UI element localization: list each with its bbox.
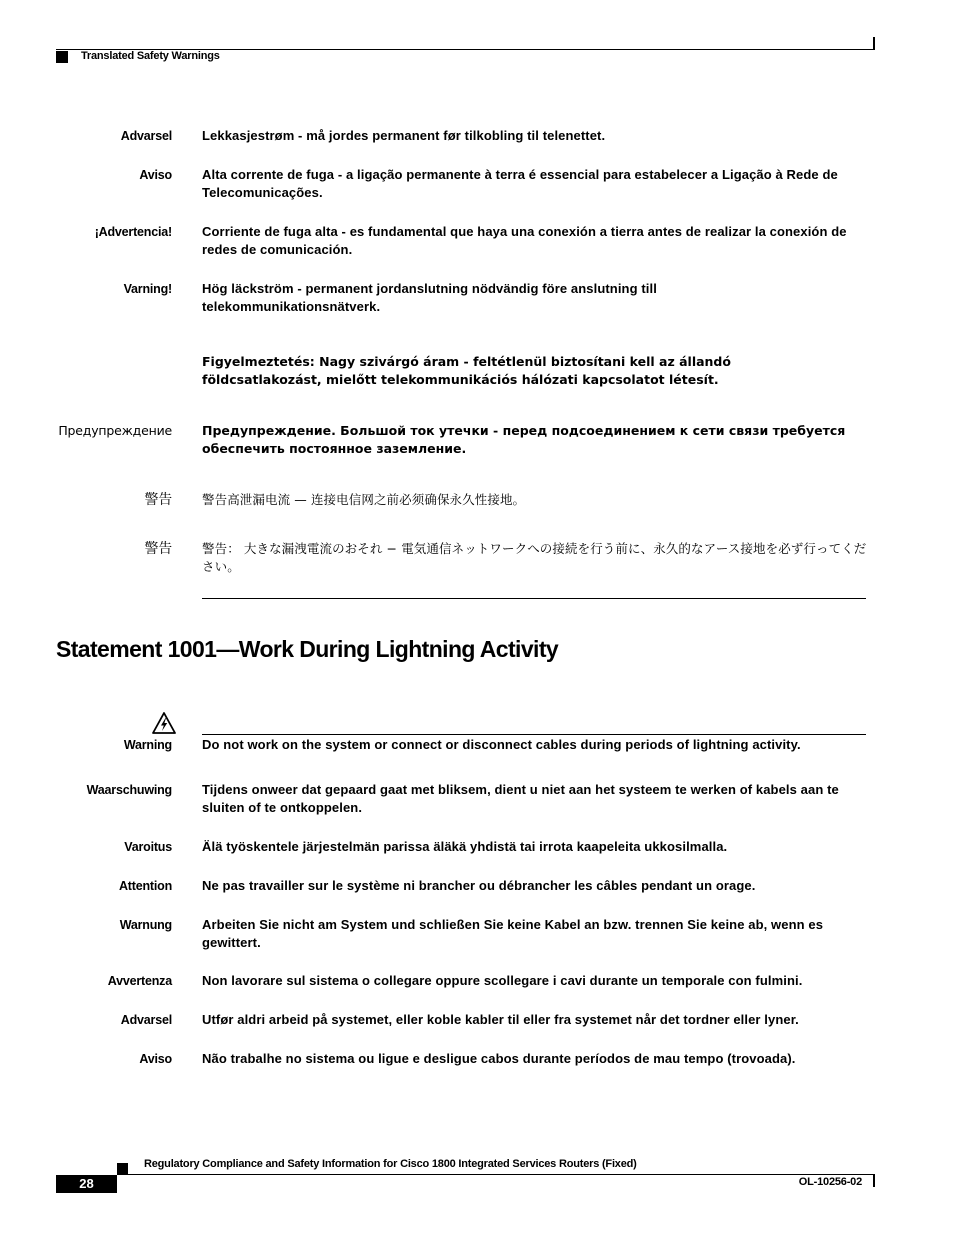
warning-label-pt: Aviso <box>139 168 172 182</box>
warning-text-fi: Älä työskentele järjestelmän parissa äläkä yhdistä tai irrota kaapeleita ukkosilmalla. <box>202 839 728 854</box>
footer-rule <box>117 1174 875 1175</box>
warning-label-it: Avvertenza <box>107 974 172 988</box>
section-title: Statement 1001—Work During Lightning Activity <box>56 636 559 662</box>
warning-label-es: ¡Advertencia! <box>94 225 172 239</box>
section-separator <box>202 598 866 599</box>
page-number: 28 <box>56 1175 117 1193</box>
warning-label-no-2: Advarsel <box>120 1013 172 1027</box>
warning-label-ja: 警告 <box>144 541 172 557</box>
warning-text-it: Non lavorare sul sistema o collegare oppure scollegare i cavi durante un temporale con fulmini. <box>202 973 803 988</box>
warning-text-sv: Hög läckström - permanent jordanslutning nödvändig före anslutning till telekommunikationsnätverk. <box>202 281 657 314</box>
warning-text-en: Do not work on the system or connect or disconnect cables during periods of lightning activity. <box>202 737 801 752</box>
warning-text-es: Corriente de fuga alta - es fundamental que haya una conexión a tierra antes de realizar la conexión de redes de comunicación. <box>202 224 847 257</box>
warning-text-no-2: Utfør aldri arbeid på systemet, eller koble kabler til eller fra systemet når det tordner eller lyner. <box>202 1012 799 1027</box>
warning-text-ru: Предупреждение. Большой ток утечки - перед подсоединением к сети связи требуется обеспечить постоянное заземление. <box>202 423 846 456</box>
header-square-marker <box>56 51 68 63</box>
warning-text-zh: 警告高泄漏电流 — 连接电信网之前必须确保永久性接地。 <box>202 492 526 507</box>
document-number: OL-10256-02 <box>798 1176 862 1188</box>
footer-square-marker <box>117 1163 128 1174</box>
warning-text-de: Arbeiten Sie nicht am System und schließen Sie keine Kabel an bzw. trennen Sie keine ab, wenn es gewittert. <box>202 917 824 950</box>
header-corner-mark <box>873 37 875 50</box>
warning-label-en: Warning <box>123 738 172 752</box>
warning-label-ru: Предупреждение <box>58 423 172 438</box>
warning-label-de: Warnung <box>119 918 172 932</box>
warning-text-nl: Tijdens onweer dat gepaard gaat met bliksem, dient u niet aan het systeem te werken of kabels aan te sluiten of te ontkoppelen. <box>202 782 839 815</box>
warning-text-pt-2: Não trabalhe no sistema ou ligue e desligue cabos durante períodos de mau tempo (trovoada). <box>202 1051 796 1066</box>
warning-label-sv: Varning! <box>123 282 172 296</box>
warning-text-hu: Figyelmeztetés: Nagy szivárgó áram - feltétlenül biztosítani kell az állandó földcsatlakozást, mielőtt telekommunikációs hálózati kapcsolatot létesít. <box>202 354 731 387</box>
footer-corner-mark <box>873 1175 875 1187</box>
warning-text-pt: Alta corrente de fuga - a ligação permanente à terra é essencial para estabelecer a Ligação à Rede de Telecomunicações. <box>202 167 838 200</box>
warning-label-fi: Varoitus <box>124 840 172 854</box>
footer-document-title: Regulatory Compliance and Safety Information for Cisco 1800 Integrated Services Routers (Fixed) <box>144 1158 637 1170</box>
warning-label-fr: Attention <box>118 879 172 893</box>
warning-label-pt-2: Aviso <box>139 1052 172 1066</box>
warning-text-no: Lekkasjestrøm - må jordes permanent før tilkobling til telenettet. <box>202 128 606 143</box>
warning-label-nl: Waarschuwing <box>86 783 172 797</box>
warning-text-fr: Ne pas travailler sur le système ni brancher ou débrancher les câbles pendant un orage. <box>202 878 756 893</box>
warning-rule <box>202 734 866 735</box>
warning-label-no: Advarsel <box>120 129 172 143</box>
running-header: Translated Safety Warnings <box>81 50 220 62</box>
warning-triangle-icon <box>152 712 176 734</box>
warning-text-ja: 警告： 大きな漏洩電流のおそれ − 電気通信ネットワークへの接続を行う前に、永久的なアース接地を必ず行ってください。 <box>202 541 867 574</box>
warning-label-zh: 警告 <box>144 492 172 508</box>
